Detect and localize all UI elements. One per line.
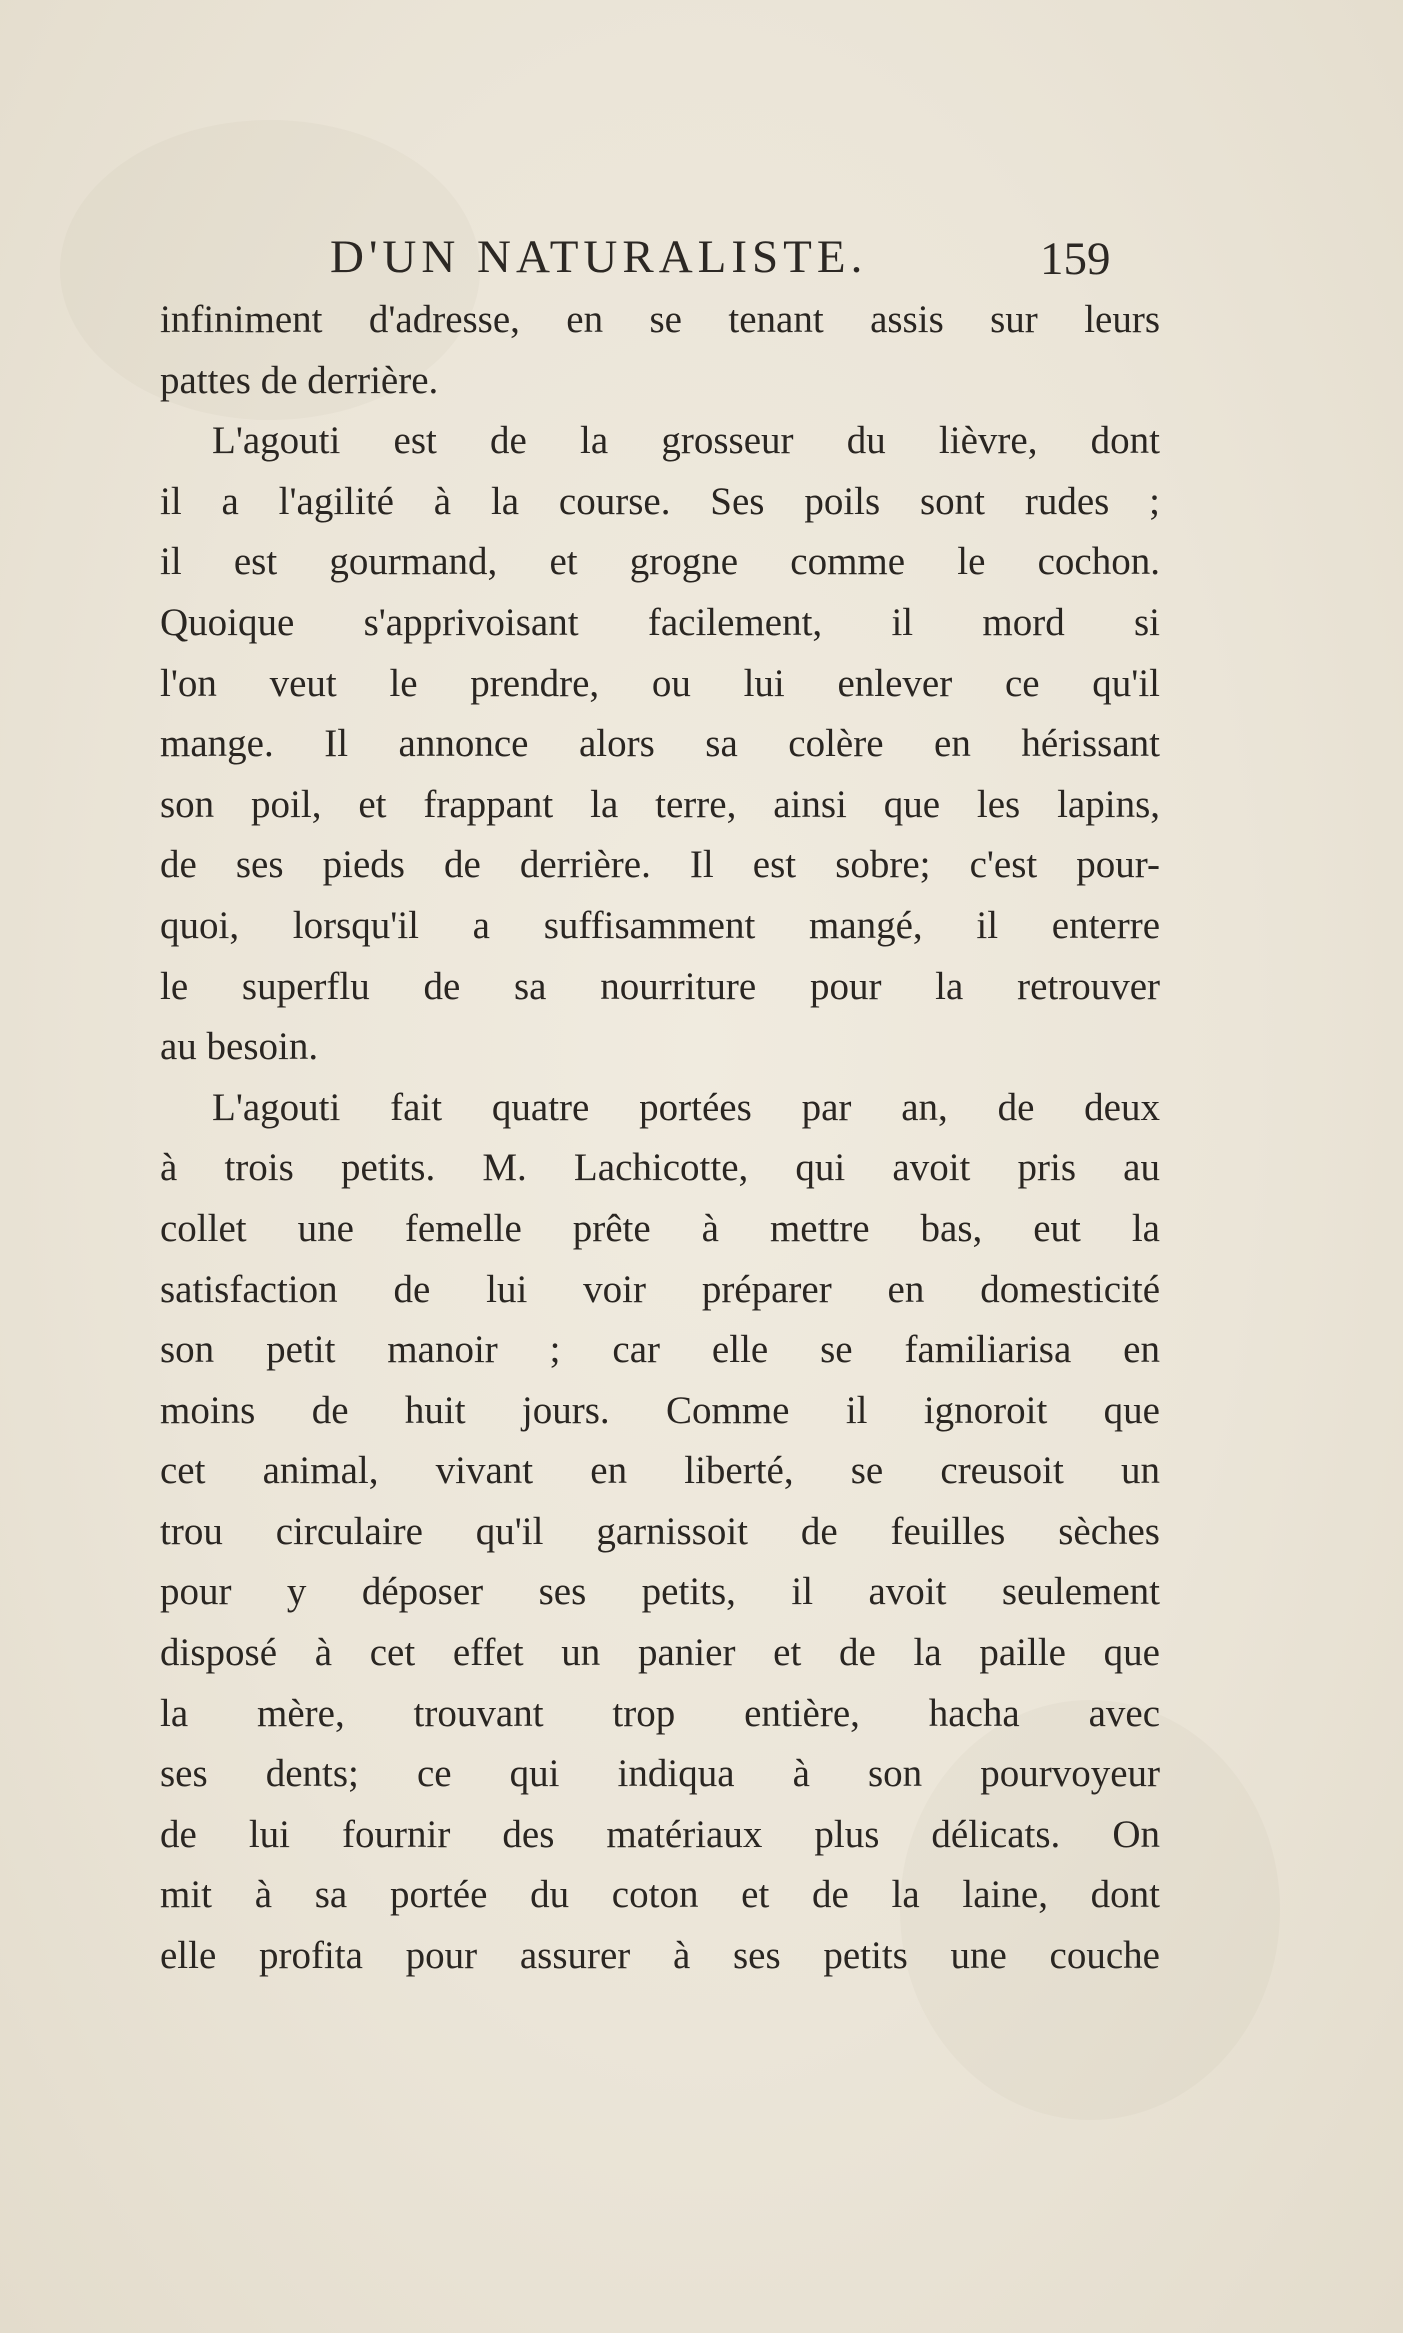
text-line: elle profita pour assurer à ses petits une couche: [160, 1934, 1160, 1978]
text-line: mit à sa portée du coton et de la laine, dont: [160, 1873, 1160, 1917]
text-line: satisfaction de lui voir préparer en domesticité: [160, 1267, 1160, 1311]
text-line: infiniment d'adresse, en se tenant assis sur leurs: [160, 298, 1160, 341]
text-line: L'agouti est de la grosseur du lièvre, dont: [212, 419, 1160, 463]
text-line: au besoin.: [160, 1025, 319, 1069]
text-line: moins de huit jours. Comme il ignoroit que: [160, 1388, 1160, 1432]
text-line: à trois petits. M. Lachicotte, qui avoit pris au: [160, 1146, 1160, 1190]
text-line: le superflu de sa nourriture pour la retrouver: [160, 964, 1160, 1008]
text-line: pour y déposer ses petits, il avoit seulement: [160, 1570, 1160, 1614]
body-text: [160, 290, 1160, 1987]
text-line: disposé à cet effet un panier et de la paille que: [160, 1631, 1160, 1675]
text-line: de ses pieds de derrière. Il est sobre; c'est pour-: [160, 843, 1160, 887]
text-line: ses dents; ce qui indiqua à son pourvoyeur: [160, 1752, 1160, 1796]
text-line: Quoique s'apprivoisant facilement, il mord si: [160, 600, 1160, 644]
page-number: 159: [1040, 233, 1111, 285]
text-line: son petit manoir ; car elle se familiarisa en: [160, 1328, 1160, 1372]
text-line: la mère, trouvant trop entière, hacha avec: [160, 1691, 1160, 1735]
text-line: trou circulaire qu'il garnissoit de feuilles sèches: [160, 1509, 1160, 1553]
text-line: collet une femelle prête à mettre bas, eut la: [160, 1206, 1160, 1250]
text-line: son poil, et frappant la terre, ainsi que les lapins,: [160, 782, 1160, 826]
text-line: mange. Il annonce alors sa colère en hérissant: [160, 722, 1160, 766]
text-line: il est gourmand, et grogne comme le cochon.: [160, 540, 1160, 584]
page-header: [160, 218, 1140, 288]
text-line: pattes de derrière.: [160, 358, 439, 402]
text-line: l'on veut le prendre, ou lui enlever ce qu'il: [160, 661, 1160, 705]
text-line: il a l'agilité à la course. Ses poils sont rudes ;: [160, 479, 1160, 523]
text-line: cet animal, vivant en liberté, se creusoit un: [160, 1449, 1160, 1493]
running-head: D'UN NATURALISTE.: [330, 231, 868, 283]
text-line: L'agouti fait quatre portées par an, de deux: [212, 1085, 1160, 1129]
text-line: de lui fournir des matériaux plus délicats. On: [160, 1812, 1160, 1856]
text-line: quoi, lorsqu'il a suffisamment mangé, il enterre: [160, 903, 1160, 947]
